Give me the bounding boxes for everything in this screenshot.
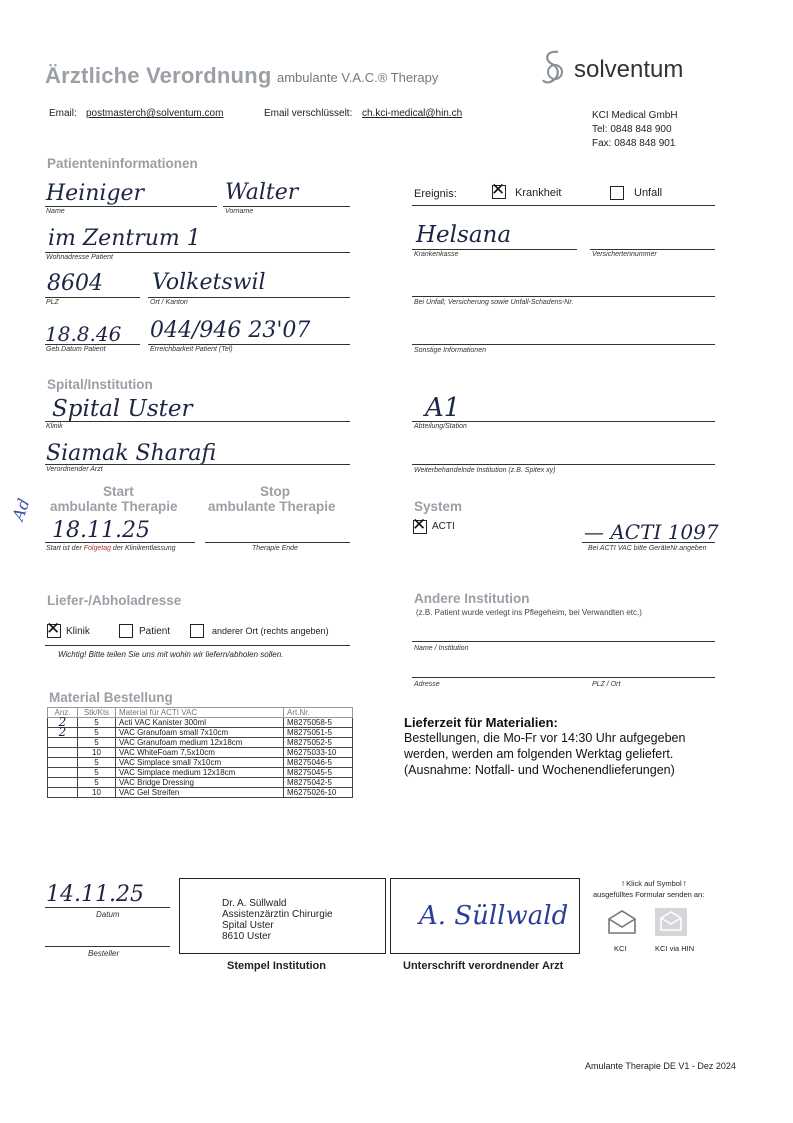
- stop-title-1: Stop: [260, 484, 290, 499]
- unfall-checkbox[interactable]: [610, 186, 624, 200]
- lieferzeit-line1: Bestellungen, die Mo-Fr vor 14:30 Uhr aufgegeben: [404, 731, 686, 745]
- klinik-value[interactable]: Spital Uster: [52, 396, 193, 422]
- dob-label: Geb.Datum Patient: [46, 346, 106, 353]
- ort-label: Ort / Kanton: [150, 299, 188, 306]
- acti-checkbox[interactable]: [413, 520, 427, 534]
- versicherten-label: Versichertennummer: [592, 251, 657, 258]
- email-link[interactable]: postmasterch@solventum.com: [86, 108, 224, 119]
- abteilung-value[interactable]: A1: [425, 393, 461, 423]
- other-name-label: Name / Institution: [414, 645, 469, 652]
- other-plz-label: PLZ / Ort: [592, 681, 621, 688]
- start-hint: Start ist der Folgetag der Klinikentlassung: [46, 545, 176, 552]
- klinik-label: Klinik: [46, 423, 63, 430]
- device-number[interactable]: — ACTI 1097: [584, 520, 719, 544]
- stamp-line: 8610 Uster: [222, 931, 271, 942]
- click-hint-1: ! Klick auf Symbol !: [622, 879, 686, 888]
- signature: A. Süllwald: [419, 901, 569, 931]
- krankheit-checkbox[interactable]: [492, 185, 506, 199]
- envelope-icon: [607, 909, 637, 935]
- material-header-row: [48, 708, 353, 718]
- kci-hin-label: KCI via HIN: [655, 944, 695, 953]
- col-anz: Anz.: [48, 708, 78, 718]
- company-tel: Tel: 0848 848 900: [592, 124, 672, 135]
- other-adresse-label: Adresse: [414, 681, 440, 688]
- col-artnr: Art.Nr.: [284, 708, 353, 718]
- version-label: Amulante Therapie DE V1 - Dez 2024: [585, 1061, 736, 1071]
- col-material: Material für ACTI VAC: [116, 708, 284, 718]
- form-subtitle: ambulante V.A.C.® Therapy: [277, 70, 439, 85]
- therapie-ende-label: Therapie Ende: [252, 545, 298, 552]
- stamp-line: Assistenzärztin Chirurgie: [222, 909, 333, 920]
- col-stk: Stk/Kts: [78, 708, 116, 718]
- unfall-label: Unfall: [634, 187, 663, 199]
- material-table: [47, 707, 353, 798]
- arzt-value[interactable]: Siamak Sharafi: [46, 441, 217, 466]
- datum-label: Datum: [96, 910, 120, 919]
- section-patient: Patienteninformationen: [47, 156, 198, 171]
- patient-vorname[interactable]: Walter: [225, 180, 299, 205]
- unfall-info-label: Bei Unfall; Versicherung sowie Unfall-Schadens-Nr.: [414, 299, 574, 306]
- section-material: Material Bestellung: [49, 690, 173, 705]
- start-title-1: Start: [103, 484, 134, 499]
- krankenkasse-value[interactable]: Helsana: [416, 222, 512, 248]
- arzt-label: Verordnender Arzt: [46, 466, 103, 473]
- send-kci-button[interactable]: [607, 909, 637, 935]
- click-hint-2: ausgefülltes Formular senden an:: [593, 890, 705, 899]
- table-row[interactable]: 5 VAC Simplace small 7x10cm M8275046-5: [48, 758, 353, 768]
- kci-label: KCI: [614, 944, 627, 953]
- lieferzeit-title: Lieferzeit für Materialien:: [404, 715, 558, 730]
- logo-text: solventum: [574, 56, 684, 83]
- section-delivery: Liefer-/Abholadresse: [47, 593, 182, 608]
- company-name: KCI Medical GmbH: [592, 110, 678, 121]
- stamp-line: Dr. A. Süllwald: [222, 898, 287, 909]
- patient-dob[interactable]: 18.8.46: [45, 322, 122, 346]
- email-enc-link[interactable]: ch.kci-medical@hin.ch: [362, 108, 463, 119]
- table-row[interactable]: 5 VAC Bridge Dressing M8275042-5: [48, 778, 353, 788]
- abteilung-label: Abteilung/Station: [414, 423, 467, 430]
- stamp-label: Stempel Institution: [227, 960, 326, 972]
- table-row[interactable]: 2 5 Acti VAC Kanister 300ml M8275058-5: [48, 718, 353, 728]
- other-hint: (z.B. Patient wurde verlegt ins Pflegeheim, bei Verwandten etc.): [416, 608, 642, 617]
- sonstige-label: Sonstige Informationen: [414, 347, 486, 354]
- signature-label: Unterschrift verordnender Arzt: [403, 960, 564, 972]
- krankheit-label: Krankheit: [515, 187, 562, 199]
- vorname-label: Vorname: [225, 208, 254, 215]
- stop-title-2: ambulante Therapie: [208, 499, 336, 514]
- envelope-icon: [655, 908, 687, 936]
- delivery-hint: Wichtig! Bitte teilen Sie uns mit wohin wir liefern/abholen sollen.: [58, 650, 284, 659]
- weiter-label: Weiterbehandelnde Institution (z.B. Spitex xy): [414, 467, 556, 474]
- patient-name[interactable]: Heiniger: [46, 181, 145, 206]
- address-label: Wohnadresse Patient: [46, 254, 113, 261]
- device-label: Bei ACTI VAC bitte GeräteNr.angeben: [588, 545, 707, 552]
- lieferzeit-line3: (Ausnahme: Notfall- und Wochenendlieferungen): [404, 763, 675, 777]
- delivery-patient-label: Patient: [139, 626, 171, 637]
- tel-label: Erreichbarkeit Patient (Tel): [150, 346, 233, 353]
- solventum-s-icon: [538, 48, 568, 90]
- lieferzeit-line2: werden, werden am folgenden Werktag geliefert.: [404, 747, 674, 761]
- name-label: Name: [46, 208, 65, 215]
- table-row[interactable]: 5 VAC Simplace medium 12x18cm M8275045-5: [48, 768, 353, 778]
- table-row[interactable]: 10 VAC Gel Streifen M6275026-10: [48, 788, 353, 798]
- patient-tel[interactable]: 044/946 23'07: [150, 318, 311, 343]
- delivery-klinik-checkbox[interactable]: [47, 624, 61, 638]
- solventum-logo: [538, 48, 708, 90]
- signature-box[interactable]: [390, 878, 580, 954]
- form-title: Ärztliche Verordnung: [45, 63, 272, 88]
- stamp-line: Spital Uster: [222, 920, 274, 931]
- email-label: Email:: [49, 108, 77, 119]
- event-label: Ereignis:: [414, 188, 457, 200]
- stamp-box: [179, 878, 386, 954]
- delivery-klinik-label: Klinik: [66, 626, 90, 637]
- email-enc-label: Email verschlüsselt:: [264, 108, 353, 119]
- send-kci-hin-button[interactable]: [655, 908, 687, 936]
- margin-note: Ad: [8, 496, 34, 523]
- table-row[interactable]: 5 VAC Granufoam medium 12x18cm M8275052-5: [48, 738, 353, 748]
- acti-label: ACTI: [432, 521, 455, 532]
- delivery-anderer-label: anderer Ort (rechts angeben): [212, 626, 329, 636]
- start-title-2: ambulante Therapie: [50, 499, 178, 514]
- datum-value[interactable]: 14.11.25: [46, 882, 144, 907]
- delivery-patient-checkbox[interactable]: [119, 624, 133, 638]
- delivery-anderer-checkbox[interactable]: [190, 624, 204, 638]
- table-row[interactable]: 10 VAC WhiteFoam 7,5x10cm M6275033-10: [48, 748, 353, 758]
- patient-address[interactable]: im Zentrum 1: [48, 226, 201, 251]
- section-system: System: [414, 499, 463, 514]
- patient-plz[interactable]: 8604: [47, 271, 103, 296]
- krankenkasse-label: Krankenkasse: [414, 251, 459, 258]
- patient-ort[interactable]: Volketswil: [152, 270, 266, 295]
- company-fax: Fax: 0848 848 901: [592, 138, 676, 149]
- plz-label: PLZ: [46, 299, 59, 306]
- table-row[interactable]: 2 5 VAC Granufoam small 7x10cm M8275051-5: [48, 728, 353, 738]
- start-date-value[interactable]: 18.11.25: [52, 518, 150, 543]
- section-other: Andere Institution: [414, 591, 530, 606]
- besteller-label: Besteller: [88, 949, 120, 958]
- section-spital: Spital/Institution: [47, 377, 153, 392]
